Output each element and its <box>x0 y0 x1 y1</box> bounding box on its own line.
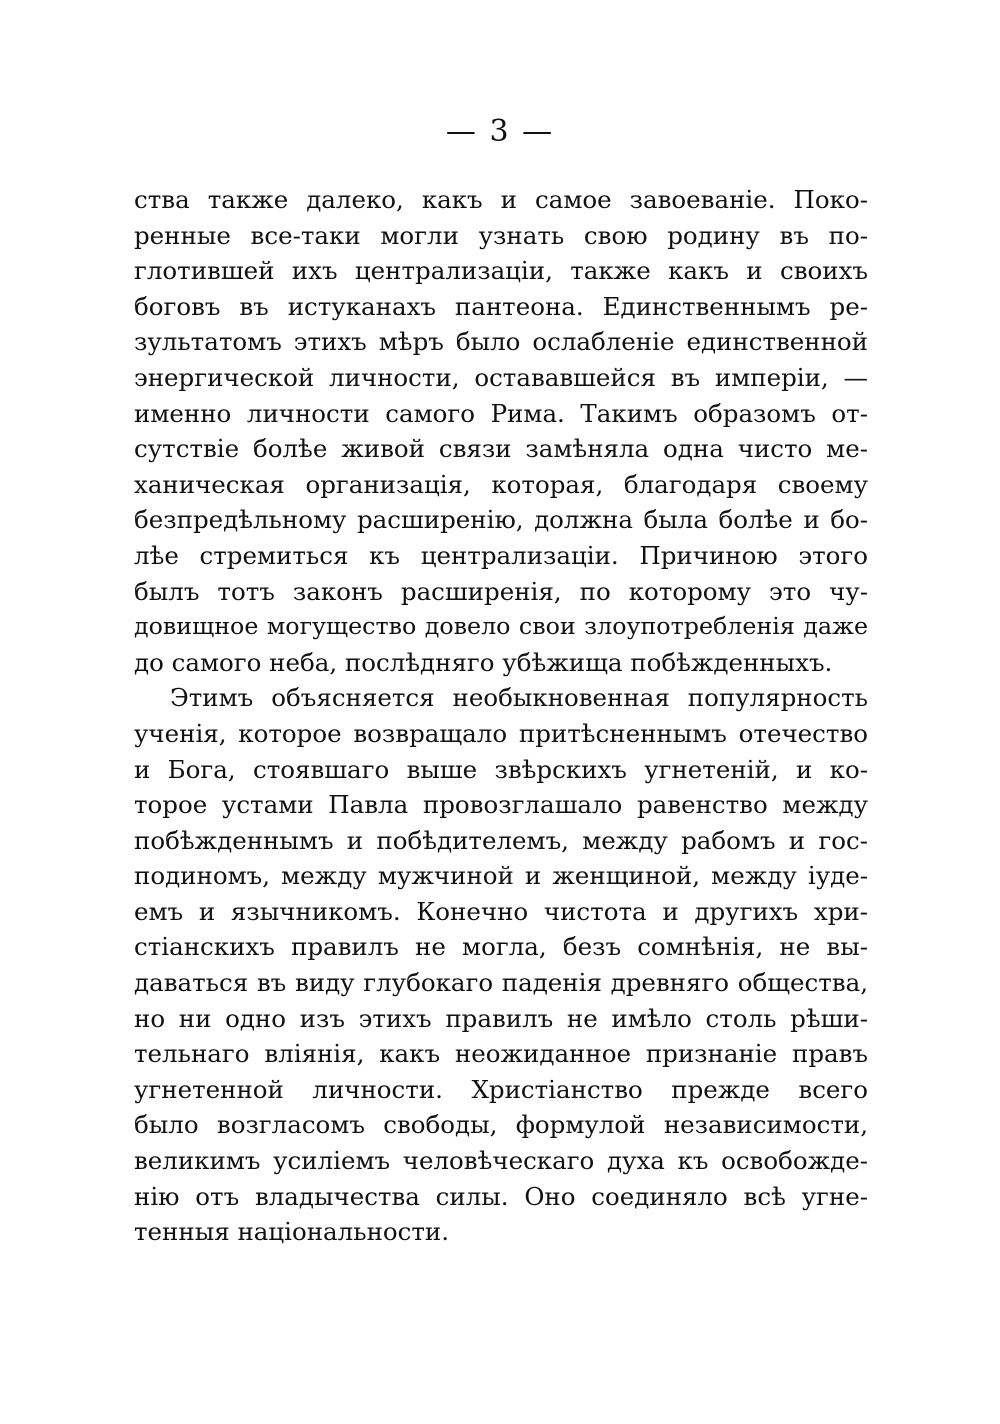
text-line: угнетенной личности. Христiанство прежде всего <box>134 1074 868 1104</box>
paragraph <box>134 680 868 1250</box>
text-line: ученiя, которое возвращало притѣсненнымъ отечество <box>134 718 868 748</box>
text-line: тенныя нацiональности. <box>134 1217 450 1247</box>
text-line: лѣе стремиться къ централизацiи. Причиною этого <box>134 540 868 570</box>
text-line: емъ и язычникомъ. Конечно чистота и другихъ хри- <box>134 896 868 926</box>
text-line: даваться въ виду глубокаго паденiя древняго общества, <box>134 968 868 998</box>
text-line: довищное могущество довело свои злоупотребленiя даже <box>134 612 868 641</box>
text-line: энергической личности, остававшейся въ имперiи, — <box>134 362 868 392</box>
text-line: сутствiе болѣе живой связи замѣняла одна чисто ме- <box>134 434 868 464</box>
text-line: великимъ усилiемъ человѣческаго духа къ освобожде- <box>134 1146 868 1176</box>
text-line: нiю отъ владычества силы. Оно соединяло всѣ угне- <box>134 1181 868 1211</box>
text-line: но ни одно изъ этихъ правилъ не имѣло столь рѣши- <box>134 1003 868 1033</box>
text-line: до самого неба, послѣдняго убѣжища побѣжденныхъ. <box>134 647 833 677</box>
text-line: глотившей ихъ централизацiи, также какъ и своихъ <box>134 256 868 286</box>
paragraph <box>134 182 868 680</box>
text-line: Этимъ объясняется необыкновенная популярность <box>170 683 868 713</box>
text-line: боговъ въ истуканахъ пантеона. Единственнымъ ре- <box>134 291 868 321</box>
body-text <box>134 182 868 1250</box>
text-line: зультатомъ этихъ мѣръ было ослабленiе единственной <box>134 327 868 357</box>
text-line: тельнаго влiянiя, какъ неожиданное признанiе правъ <box>134 1039 868 1069</box>
page-number: — 3 — <box>445 114 555 149</box>
text-line: именно личности самого Рима. Такимъ образомъ от- <box>134 398 868 428</box>
text-line: побѣжденнымъ и побѣдителемъ, между рабомъ и гос- <box>134 825 868 855</box>
text-line: было возгласомъ свободы, формулой независимости, <box>134 1110 868 1140</box>
text-line: стiанскихъ правилъ не могла, безъ сомнѣнiя, не вы- <box>134 932 868 962</box>
text-line: безпредѣльному расширенiю, должна была болѣе и бо- <box>134 505 868 535</box>
text-line: ренные все-таки могли узнать свою родину въ по- <box>134 220 868 250</box>
text-line: ханическая организацiя, которая, благодаря своему <box>134 469 868 499</box>
text-line: былъ тотъ законъ расширенiя, по которому это чу- <box>134 576 868 606</box>
text-line: и Бога, стоявшаго выше звѣрскихъ угнетенiй, и ко- <box>134 754 868 784</box>
text-line: подиномъ, между мужчиной и женщиной, между iуде- <box>134 861 868 891</box>
text-line: ства также далеко, какъ и самое завоеванiе. Поко- <box>134 185 868 214</box>
text-line: торое устами Павла провозглашало равенство между <box>134 790 868 820</box>
